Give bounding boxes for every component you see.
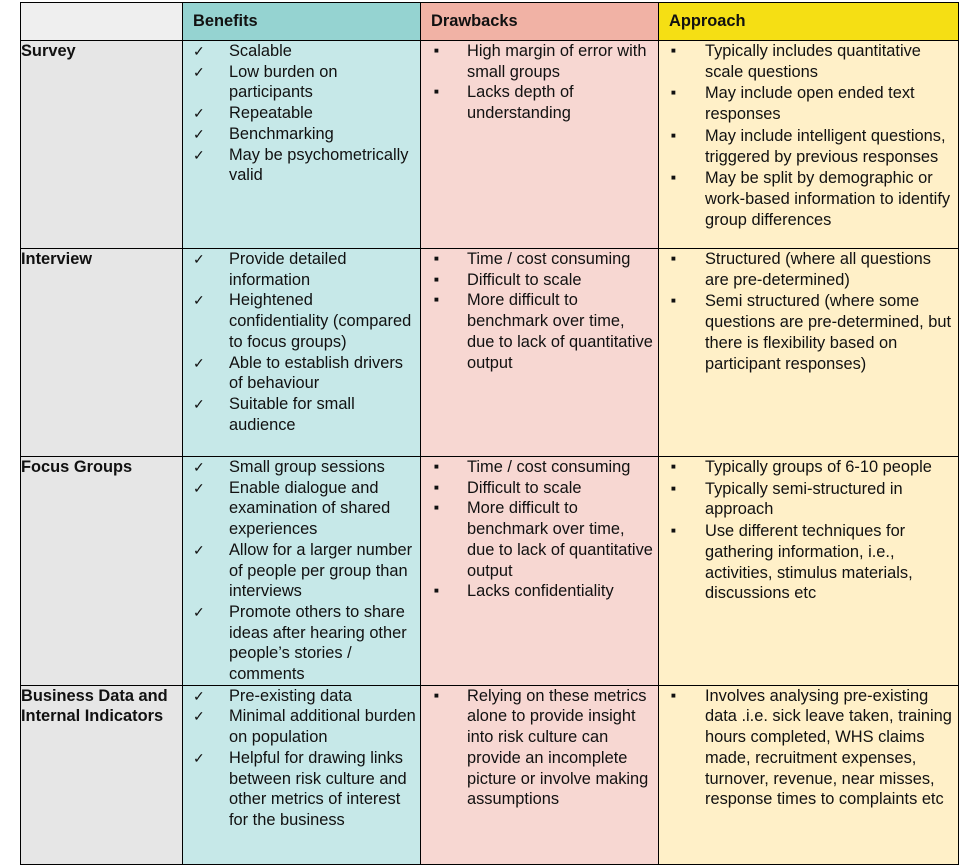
benefit-text: Provide detailed information: [229, 250, 347, 289]
check-icon: ✓: [193, 292, 205, 309]
header-benefits: Benefits: [183, 3, 421, 41]
drawback-item: [421, 498, 658, 581]
drawback-item: [421, 82, 658, 123]
benefit-text: May be psychometrically valid: [229, 145, 409, 185]
drawback-item: [421, 457, 658, 478]
drawback-text: High margin of error with small groups: [467, 42, 647, 81]
benefit-text: Able to establish drivers of behaviour: [229, 353, 404, 393]
benefit-text: Allow for a larger number of people per group than interviews: [229, 540, 413, 601]
header-corner: [21, 3, 183, 41]
benefit-item: [183, 353, 420, 394]
check-icon: ✓: [193, 43, 205, 59]
square-bullet-icon: ■: [671, 296, 676, 306]
drawback-item: [421, 686, 658, 810]
drawback-text: Lacks depth of understanding: [467, 83, 574, 123]
check-icon: ✓: [193, 459, 205, 475]
check-icon: ✓: [193, 395, 205, 412]
benefit-item: [183, 394, 420, 435]
benefits-cell: [183, 249, 421, 457]
header-approach: Approach: [659, 3, 959, 41]
square-bullet-icon: ■: [434, 462, 439, 471]
approach-text: Semi structured (where some questions are pre-determined, but there is flexibility based on participant responses): [705, 292, 952, 373]
approach-list: [659, 457, 958, 604]
check-icon: ✓: [193, 354, 205, 371]
benefit-text: Minimal additional burden on population: [229, 707, 416, 747]
square-bullet-icon: ■: [434, 690, 439, 700]
approach-cell: [659, 249, 959, 457]
square-bullet-icon: ■: [671, 254, 676, 263]
benefit-item: [183, 748, 420, 831]
drawback-item: [421, 290, 658, 373]
benefit-item: [183, 457, 420, 478]
drawback-item: [421, 270, 658, 291]
check-icon: ✓: [193, 603, 205, 620]
square-bullet-icon: ■: [434, 295, 439, 305]
drawback-list: [421, 41, 658, 124]
approach-item: [659, 168, 958, 230]
approach-item: [659, 291, 958, 374]
drawbacks-cell: [421, 249, 659, 457]
comparison-table: [20, 2, 959, 865]
benefits-cell: [183, 457, 421, 686]
square-bullet-icon: ■: [434, 87, 439, 97]
benefits-cell: [183, 41, 421, 249]
benefit-text: Helpful for drawing links between risk culture and other metrics of interest for the business: [229, 748, 407, 829]
approach-item: [659, 41, 958, 82]
row-label: Focus Groups: [21, 457, 183, 686]
drawback-text: Lacks confidentiality: [467, 582, 614, 601]
square-bullet-icon: ■: [671, 130, 676, 140]
square-bullet-icon: ■: [434, 274, 439, 284]
square-bullet-icon: ■: [671, 526, 676, 536]
approach-text: Structured (where all questions are pre-determined): [705, 250, 931, 289]
drawback-text: More difficult to benchmark over time, due to lack of quantitative output: [467, 291, 653, 372]
row-label: Survey: [21, 41, 183, 249]
check-icon: ✓: [193, 125, 205, 142]
check-icon: ✓: [193, 63, 205, 80]
benefit-text: Low burden on participants: [229, 62, 338, 102]
benefit-text: Scalable: [229, 42, 292, 60]
benefit-text: Promote others to share ideas after hearing other people’s stories / comments: [229, 602, 407, 684]
approach-list: [659, 41, 958, 230]
approach-cell: [659, 457, 959, 686]
approach-text: Typically includes quantitative scale questions: [705, 42, 921, 81]
approach-text: Use different techniques for gathering information, i.e., activities, stimulus materials, discussions etc: [705, 522, 913, 603]
benefit-text: Suitable for small audience: [229, 394, 355, 434]
row-survey: [21, 41, 959, 249]
drawback-text: More difficult to benchmark over time, due to lack of quantitative output: [467, 499, 653, 580]
benefit-list: [183, 686, 420, 831]
benefit-item: [183, 103, 420, 124]
approach-text: Typically groups of 6-10 people: [705, 458, 932, 476]
square-bullet-icon: ■: [671, 46, 676, 55]
benefits-cell: [183, 685, 421, 864]
square-bullet-icon: ■: [671, 483, 676, 493]
check-icon: ✓: [193, 708, 205, 725]
square-bullet-icon: ■: [434, 46, 439, 55]
approach-item: [659, 126, 958, 167]
approach-text: Involves analysing pre-existing data .i.e. sick leave taken, training hours completed, WHS claims made, recruitment expenses, turnover, revenue, near misses, response times to complaints etc: [705, 686, 952, 809]
drawback-list: [421, 686, 658, 810]
drawback-item: [421, 41, 658, 82]
benefit-text: Pre-existing data: [229, 686, 352, 705]
check-icon: ✓: [193, 251, 205, 267]
benefit-item: [183, 41, 420, 62]
drawback-text: Time / cost consuming: [467, 458, 631, 476]
approach-item: [659, 249, 958, 290]
approach-text: May be split by demographic or work-based information to identify group differences: [705, 169, 951, 229]
row-interview: [21, 249, 959, 457]
square-bullet-icon: ■: [434, 254, 439, 263]
square-bullet-icon: ■: [671, 173, 676, 183]
benefit-list: [183, 457, 420, 685]
approach-list: [659, 686, 958, 810]
square-bullet-icon: ■: [671, 690, 676, 700]
benefit-text: Benchmarking: [229, 124, 334, 143]
drawback-text: Difficult to scale: [467, 478, 582, 497]
benefit-list: [183, 41, 420, 186]
drawback-text: Time / cost consuming: [467, 250, 631, 268]
approach-item: [659, 83, 958, 124]
square-bullet-icon: ■: [434, 586, 439, 596]
approach-list: [659, 249, 958, 374]
benefit-list: [183, 249, 420, 435]
check-icon: ✓: [193, 749, 205, 766]
row-focus-groups: [21, 457, 959, 686]
drawback-item: [421, 581, 658, 602]
benefit-item: [183, 686, 420, 707]
approach-item: [659, 521, 958, 604]
approach-text: May include intelligent questions, triggered by previous responses: [705, 126, 946, 166]
approach-cell: [659, 685, 959, 864]
drawback-list: [421, 249, 658, 373]
benefit-text: Repeatable: [229, 104, 313, 123]
benefit-text: Small group sessions: [229, 458, 385, 476]
benefit-item: [183, 478, 420, 540]
approach-text: May include open ended text responses: [705, 84, 915, 124]
benefit-item: [183, 290, 420, 352]
square-bullet-icon: ■: [434, 482, 439, 492]
square-bullet-icon: ■: [671, 462, 676, 471]
benefit-item: [183, 145, 420, 186]
benefit-item: [183, 602, 420, 685]
approach-cell: [659, 41, 959, 249]
row-label: Business Data and Internal Indicators: [21, 685, 183, 864]
benefit-item: [183, 540, 420, 602]
drawback-item: [421, 478, 658, 499]
header-drawbacks: Drawbacks: [421, 3, 659, 41]
check-icon: ✓: [193, 146, 205, 163]
drawbacks-cell: [421, 685, 659, 864]
row-business-data: [21, 685, 959, 864]
benefit-item: [183, 62, 420, 103]
benefit-text: Heightened confidentiality (compared to focus groups): [229, 291, 412, 351]
check-icon: ✓: [193, 687, 205, 704]
row-label: Interview: [21, 249, 183, 457]
check-icon: ✓: [193, 105, 205, 122]
square-bullet-icon: ■: [671, 88, 676, 98]
drawback-text: Difficult to scale: [467, 270, 582, 289]
approach-item: [659, 457, 958, 478]
drawbacks-cell: [421, 457, 659, 686]
benefit-item: [183, 124, 420, 145]
check-icon: ✓: [193, 479, 205, 496]
drawback-list: [421, 457, 658, 602]
benefit-item: [183, 706, 420, 747]
drawback-text: Relying on these metrics alone to provide insight into risk culture can provide an incomplete picture or involve making assumptions: [467, 686, 649, 809]
benefit-item: [183, 249, 420, 290]
header-row: [21, 3, 959, 41]
drawbacks-cell: [421, 41, 659, 249]
square-bullet-icon: ■: [434, 503, 439, 513]
approach-text: Typically semi-structured in approach: [705, 479, 903, 519]
check-icon: ✓: [193, 541, 205, 558]
approach-item: [659, 686, 958, 810]
drawback-item: [421, 249, 658, 270]
benefit-text: Enable dialogue and examination of shared experiences: [229, 478, 391, 539]
approach-item: [659, 479, 958, 520]
